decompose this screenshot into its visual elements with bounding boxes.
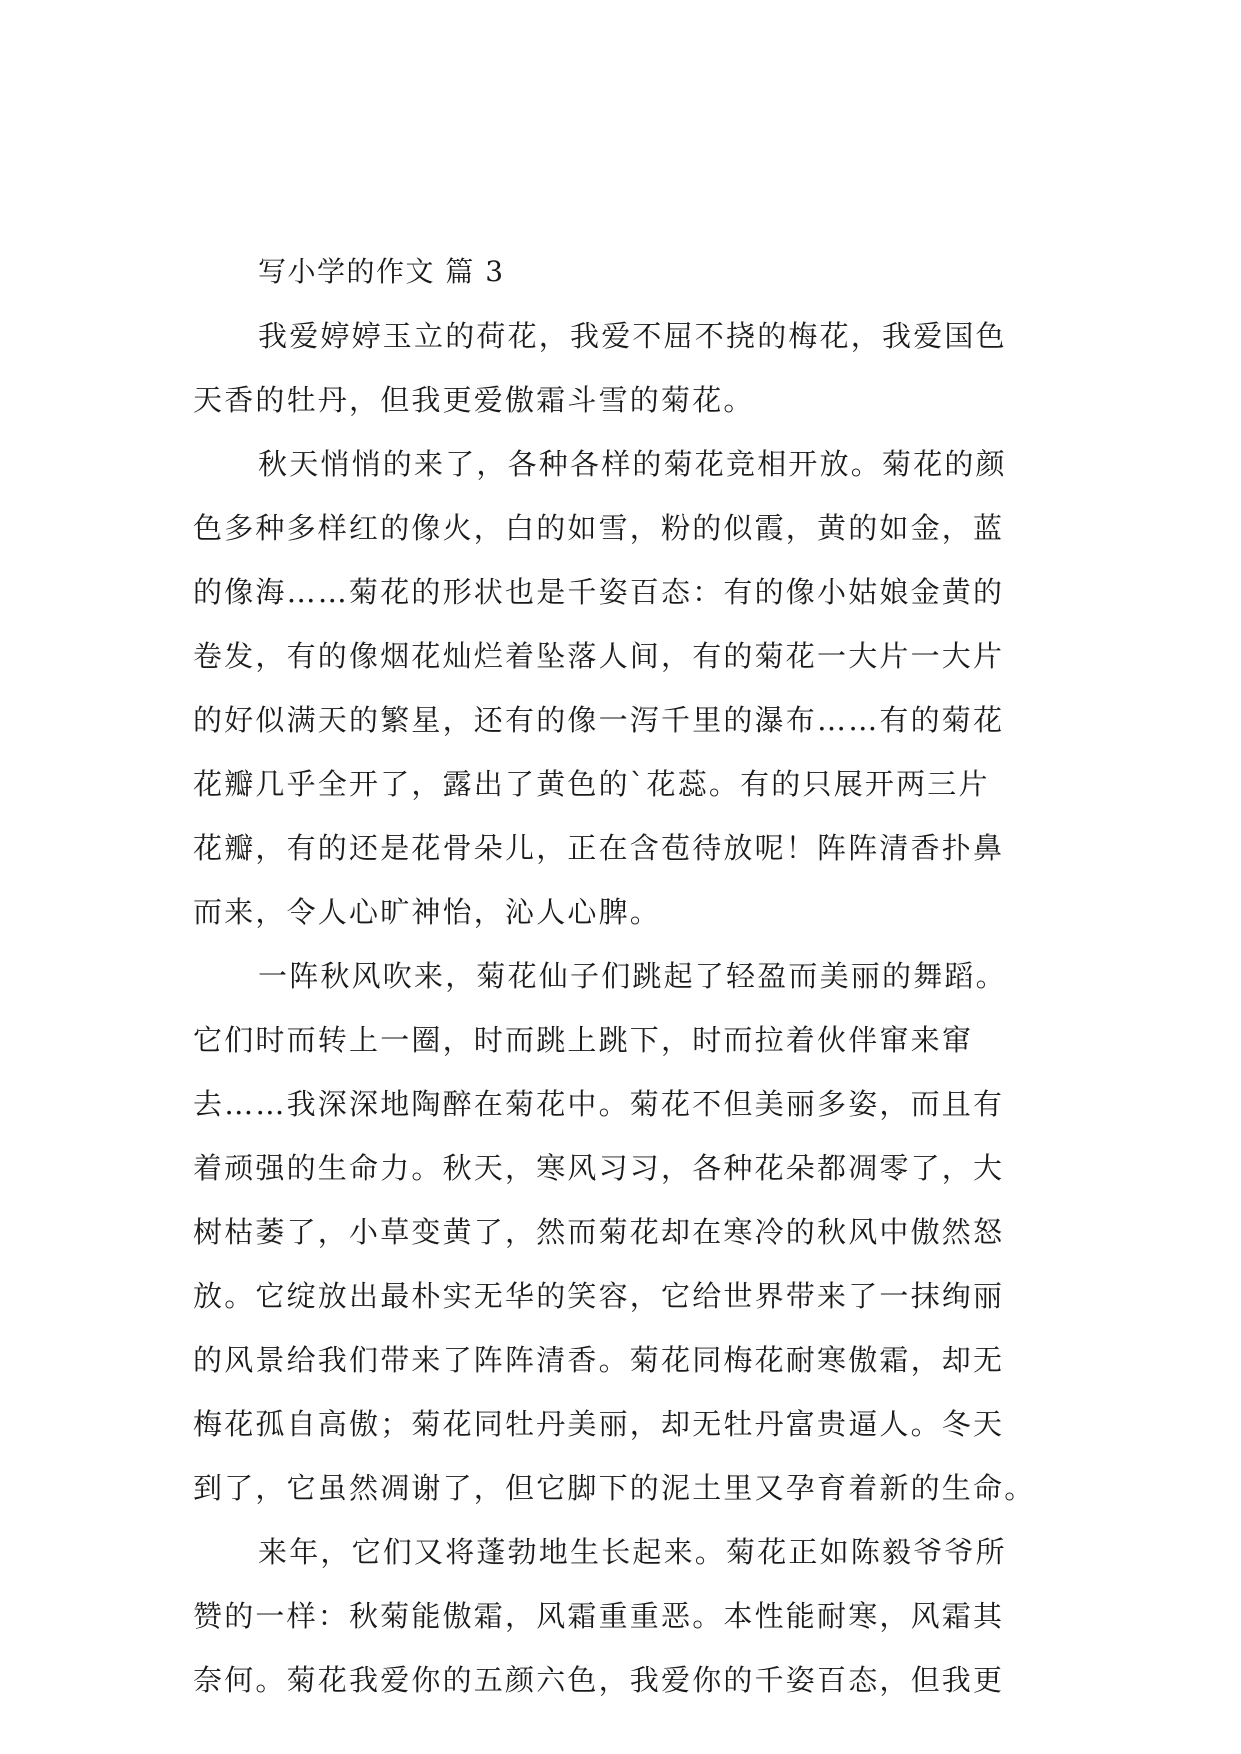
- paragraph-line: 卷发，有的像烟花灿烂着坠落人间，有的菊花一大片一大片: [193, 639, 1005, 673]
- paragraph-line: 着顽强的生命力。秋天，寒风习习，各种花朵都凋零了，大: [193, 1151, 1005, 1185]
- paragraph-line: 而来，令人心旷神怡，沁人心脾。: [193, 895, 662, 929]
- paragraph-line: 色多种多样红的像火，白的如雪，粉的似霞，黄的如金，蓝: [193, 511, 1005, 545]
- paragraph-line: 秋天悄悄的来了，各种各样的菊花竞相开放。菊花的颜: [258, 447, 1007, 481]
- paragraph-line: 一阵秋风吹来，菊花仙子们跳起了轻盈而美丽的舞蹈。: [258, 959, 1007, 993]
- paragraph-line: 天香的牡丹，但我更爱傲霜斗雪的菊花。: [193, 383, 755, 417]
- essay-title: 写小学的作文 篇 3: [258, 255, 505, 288]
- paragraph-line: 的风景给我们带来了阵阵清香。菊花同梅花耐寒傲霜，却无: [193, 1343, 1005, 1377]
- paragraph-line: 我爱婷婷玉立的荷花，我爱不屈不挠的梅花，我爱国色: [258, 319, 1007, 353]
- paragraph-line: 的像海……菊花的形状也是千姿百态：有的像小姑娘金黄的: [193, 575, 1005, 609]
- paragraph-line: 赞的一样：秋菊能傲霜，风霜重重恶。本性能耐寒，风霜其: [193, 1599, 1005, 1633]
- paragraph-line: 去……我深深地陶醉在菊花中。菊花不但美丽多姿，而且有: [193, 1087, 1005, 1121]
- paragraph-line: 的好似满天的繁星，还有的像一泻千里的瀑布……有的菊花: [193, 703, 1005, 737]
- paragraph-line: 梅花孤自高傲；菊花同牡丹美丽，却无牡丹富贵逼人。冬天: [193, 1407, 1005, 1441]
- paragraph-line: 花瓣，有的还是花骨朵儿，正在含苞待放呢！阵阵清香扑鼻: [193, 831, 1005, 865]
- paragraph-line: 花瓣几乎全开了，露出了黄色的`花蕊。有的只展开两三片: [193, 767, 990, 801]
- paragraph-line: 到了，它虽然凋谢了，但它脚下的泥土里又孕育着新的生命。: [193, 1471, 1036, 1505]
- paragraph-line: 来年，它们又将蓬勃地生长起来。菊花正如陈毅爷爷所: [258, 1535, 1007, 1569]
- paragraph-line: 它们时而转上一圈，时而跳上跳下，时而拉着伙伴窜来窜: [193, 1023, 974, 1057]
- paragraph-line: 放。它绽放出最朴实无华的笑容，它给世界带来了一抹绚丽: [193, 1279, 1005, 1313]
- paragraph-line: 树枯萎了，小草变黄了，然而菊花却在寒冷的秋风中傲然怒: [193, 1215, 1005, 1249]
- paragraph-line: 奈何。菊花我爱你的五颜六色，我爱你的千姿百态，但我更: [193, 1663, 1005, 1697]
